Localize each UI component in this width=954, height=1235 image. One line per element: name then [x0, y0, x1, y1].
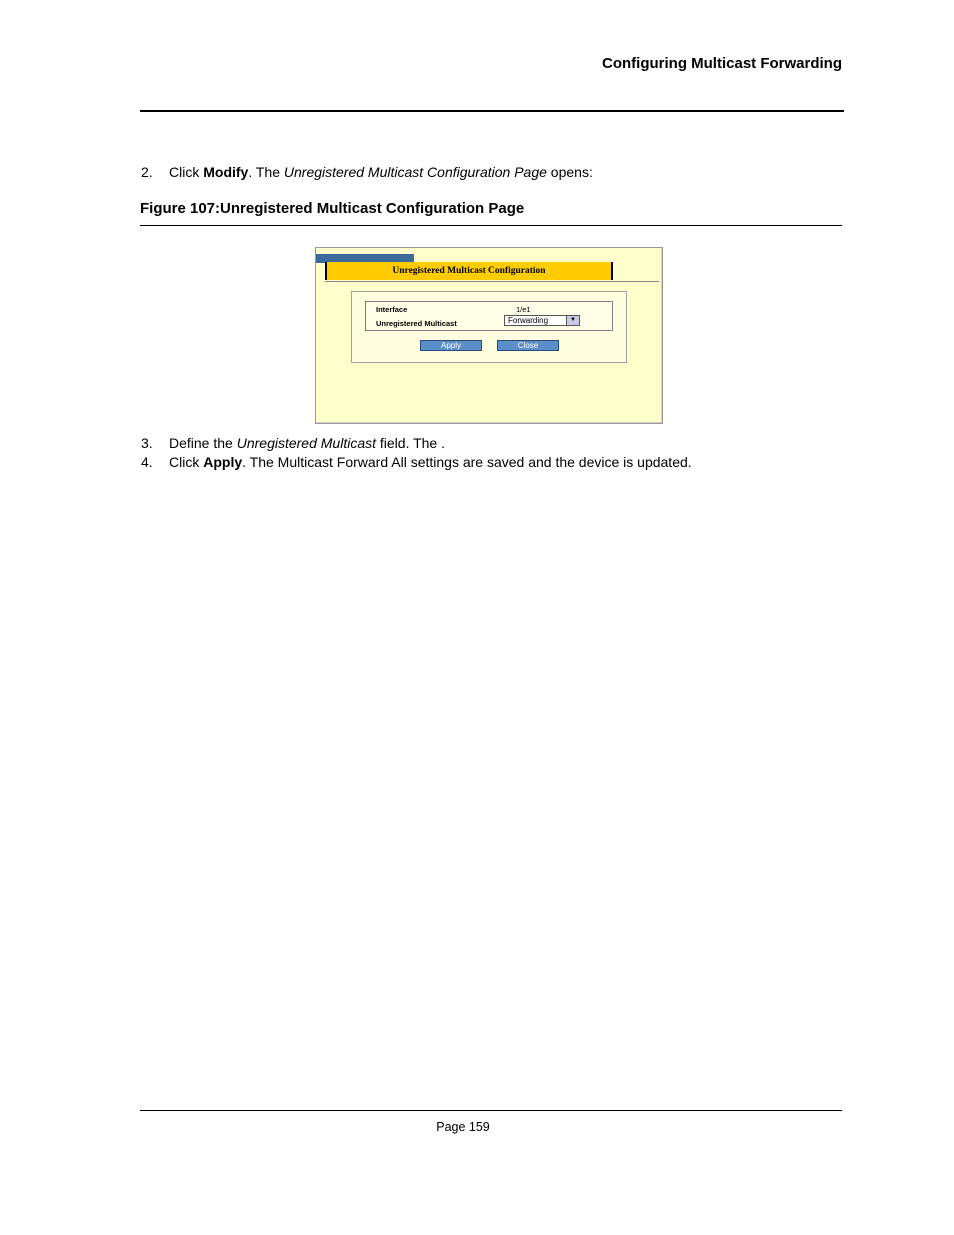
step-text: opens: [546, 164, 593, 180]
step-number: 4. [141, 454, 153, 470]
step-italic-text: Unregistered Multicast [236, 435, 376, 451]
step-2 [141, 164, 593, 180]
step-text: . The Multicast Forward All settings are saved and the device is updated. [242, 454, 692, 470]
header-rule [140, 110, 844, 112]
chevron-down-icon[interactable]: ▼ [566, 316, 579, 325]
step-bold-text: Modify [203, 164, 249, 180]
multicast-select[interactable] [504, 315, 580, 326]
close-button[interactable]: Close [497, 340, 559, 351]
screenshot-figure [315, 247, 663, 424]
step-text: Define the [169, 435, 237, 451]
running-header: Configuring Multicast Forwarding [602, 55, 842, 72]
apply-button[interactable]: Apply [420, 340, 482, 351]
multicast-select-value: Forwarding [508, 316, 549, 325]
step-text: Click [169, 164, 204, 180]
step-bold-text: Apply [203, 454, 243, 470]
multicast-label: Unregistered Multicast [376, 319, 457, 328]
figure-caption: Figure 107:Unregistered Multicast Configuration Page [140, 200, 525, 217]
page-number: Page 159 [436, 1120, 490, 1134]
step-number: 2. [141, 164, 153, 180]
footer-rule [140, 1110, 842, 1111]
dialog-title: Unregistered Multicast Configuration [325, 262, 613, 280]
config-panel [351, 291, 627, 363]
step-text: . The [248, 164, 284, 180]
step-text: field. The . [376, 435, 446, 451]
step-3 [141, 435, 445, 451]
step-text: Click [169, 454, 204, 470]
step-number: 3. [141, 435, 153, 451]
interface-label: Interface [376, 305, 408, 314]
title-divider [325, 281, 659, 282]
step-italic-text: Unregistered Multicast Configuration Page [283, 164, 547, 180]
step-4 [141, 454, 692, 470]
interface-value: 1/e1 [516, 305, 531, 314]
caption-rule [140, 225, 842, 226]
